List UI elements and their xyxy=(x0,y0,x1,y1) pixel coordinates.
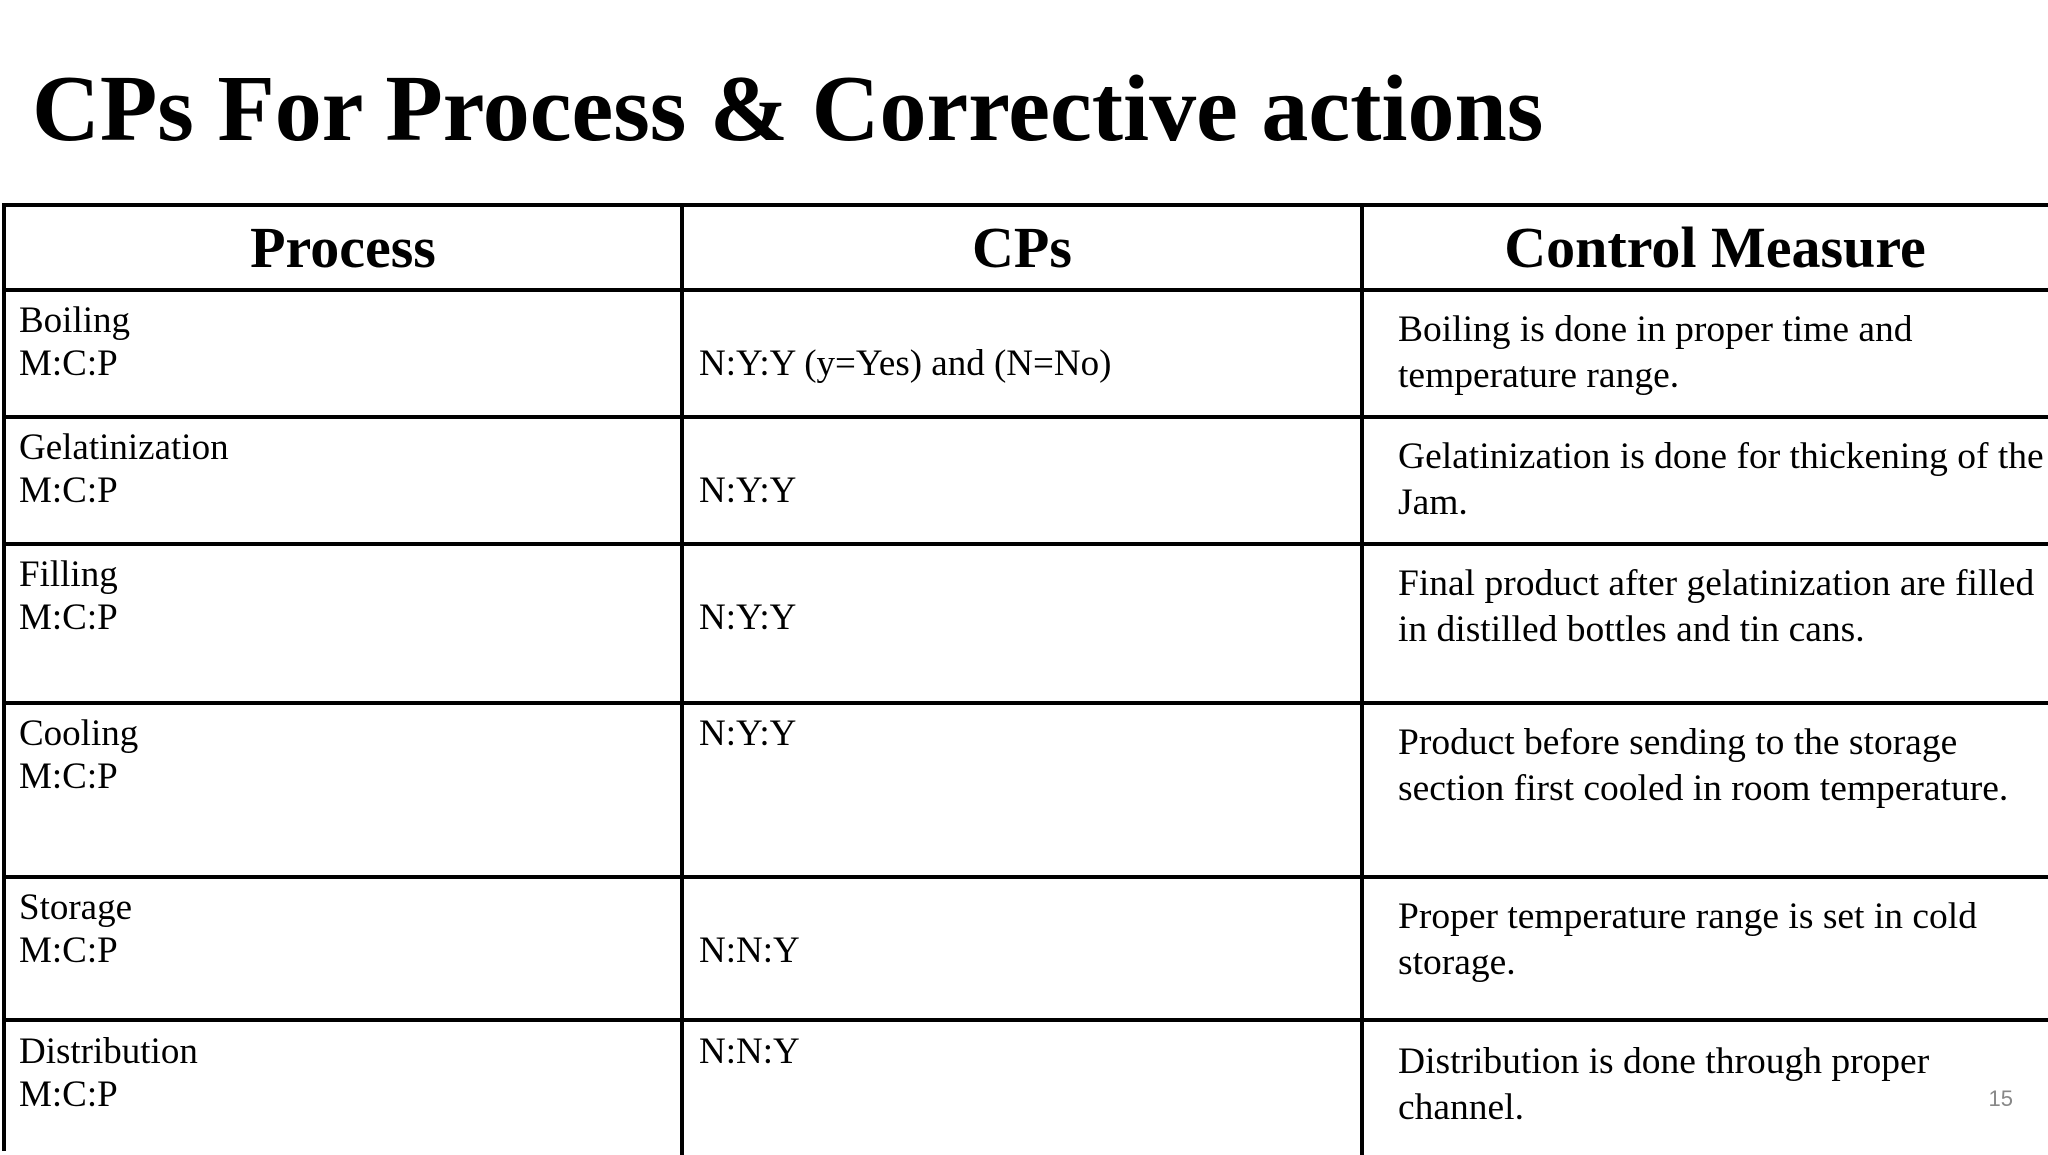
process-name: Gelatinization xyxy=(19,427,229,468)
cps-cell xyxy=(684,1022,1364,1155)
control-measure-cell xyxy=(1364,292,2048,419)
process-name: Cooling xyxy=(19,713,139,754)
process-name: Storage xyxy=(19,887,133,928)
cps-cell xyxy=(684,292,1364,419)
cps-cell xyxy=(684,546,1364,705)
process-code: M:C:P xyxy=(19,930,118,971)
header-cps: CPs xyxy=(684,207,1364,292)
control-measure-text: Product before sending to the storage section first cooled in room temperature. xyxy=(1398,722,2009,809)
control-measure-cell xyxy=(1364,419,2048,546)
process-name: Distribution xyxy=(19,1031,198,1072)
process-code: M:C:P xyxy=(19,1074,118,1115)
cps-value: N:N:Y xyxy=(699,1031,800,1072)
control-measure-text: Final product after gelatinization are filled in distilled bottles and tin cans. xyxy=(1398,563,2035,650)
process-code: M:C:P xyxy=(19,470,118,511)
cps-value: N:Y:Y xyxy=(699,597,797,638)
cps-value: N:Y:Y (y=Yes) and (N=No) xyxy=(699,343,1112,384)
table-row xyxy=(6,419,684,546)
table-row xyxy=(6,1022,684,1155)
control-measure-cell xyxy=(1364,1022,2048,1155)
control-measure-text: Gelatinization is done for thickening of the Jam. xyxy=(1398,436,2044,523)
header-process: Process xyxy=(6,207,684,292)
page-number: 15 xyxy=(1988,1086,2013,1111)
process-code: M:C:P xyxy=(19,756,118,797)
cps-table xyxy=(2,203,2048,1151)
process-name: Boiling xyxy=(19,300,131,341)
cps-cell xyxy=(684,419,1364,546)
process-code: M:C:P xyxy=(19,597,118,638)
table-row xyxy=(6,879,684,1022)
cps-cell xyxy=(684,705,1364,879)
control-measure-cell xyxy=(1364,705,2048,879)
control-measure-text: Boiling is done in proper time and temperature range. xyxy=(1398,309,1913,396)
table-row xyxy=(6,546,684,705)
control-measure-cell xyxy=(1364,879,2048,1022)
table-row xyxy=(6,292,684,419)
control-measure-cell xyxy=(1364,546,2048,705)
slide-title: CPs For Process & Corrective actions xyxy=(32,57,1544,161)
control-measure-text: Distribution is done through proper channel. xyxy=(1398,1041,1930,1128)
process-code: M:C:P xyxy=(19,343,118,384)
process-name: Filling xyxy=(19,554,118,595)
header-control-measure: Control Measure xyxy=(1364,207,2048,292)
control-measure-text: Proper temperature range is set in cold storage. xyxy=(1398,896,1977,983)
cps-value: N:Y:Y xyxy=(699,470,797,511)
cps-value: N:N:Y xyxy=(699,930,800,971)
cps-cell xyxy=(684,879,1364,1022)
table-row xyxy=(6,705,684,879)
cps-value: N:Y:Y xyxy=(699,713,797,754)
